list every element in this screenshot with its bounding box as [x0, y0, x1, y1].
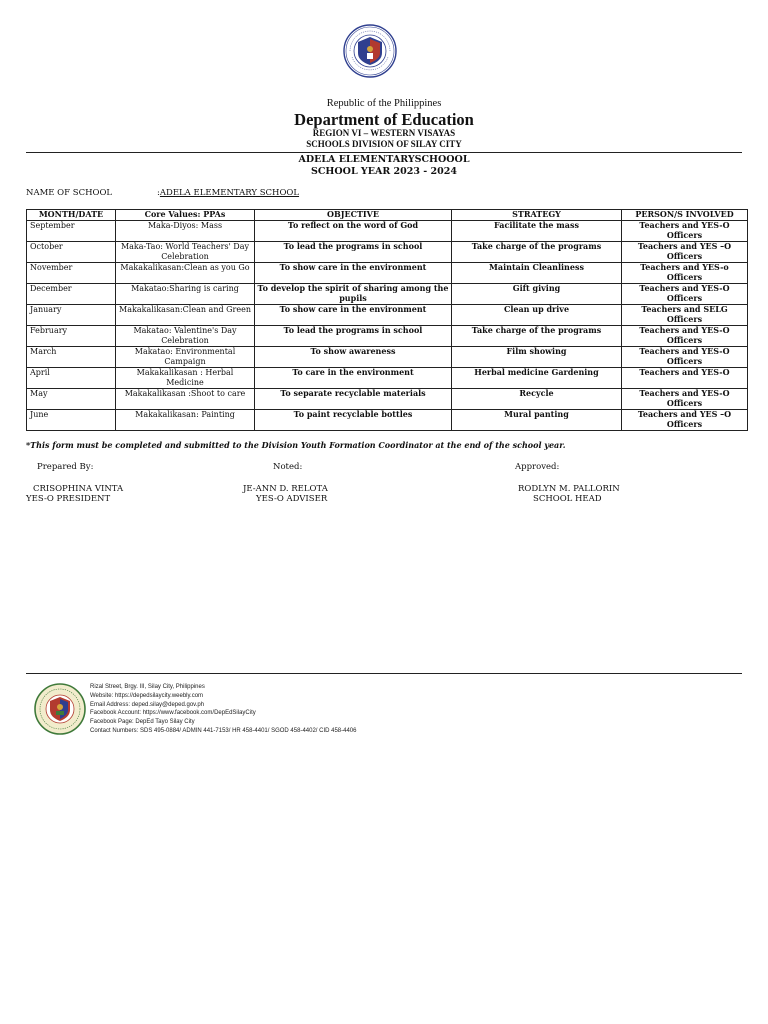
footer-contact-numbers: Contact Numbers: SDS 495-0884/ ADMIN 441-7153/ HR 458-4401/ SGOD 458-4402/ CID 458-4406 — [90, 727, 357, 734]
cell-persons: Teachers and YES –O Officers — [622, 410, 748, 431]
cell-objective: To lead the programs in school — [255, 242, 452, 263]
name-of-school-label: NAME OF SCHOOL — [26, 188, 113, 198]
footer-email: Email Address: deped.silay@deped.gov.ph — [90, 701, 205, 708]
cell-core-value: Maka-Tao: World Teachers' Day Celebration — [116, 242, 255, 263]
cell-strategy: Film showing — [452, 347, 622, 368]
cell-month: May — [27, 389, 116, 410]
cell-persons: Teachers and YES-O — [622, 368, 748, 389]
cell-objective: To lead the programs in school — [255, 326, 452, 347]
cell-strategy: Clean up drive — [452, 305, 622, 326]
header-persons: PERSON/S INVOLVED — [622, 210, 748, 221]
footer-divider — [26, 673, 742, 674]
noted-label: Noted: — [273, 462, 303, 472]
header-month: MONTH/DATE — [27, 210, 116, 221]
cell-objective: To paint recyclable bottles — [255, 410, 452, 431]
noted-name: JE-ANN D. RELOTA — [243, 484, 328, 494]
cell-objective: To reflect on the word of God — [255, 221, 452, 242]
cell-month: February — [27, 326, 116, 347]
cell-core-value: Makakalikasan :Shoot to care — [116, 389, 255, 410]
table-row — [27, 389, 748, 410]
footer-address: Rizal Street, Brgy. III, Silay City, Philippines — [90, 684, 205, 690]
footer-facebook-account: Facebook Account: https://www.facebook.com/DepEdSilayCity — [90, 710, 256, 717]
cell-objective: To show awareness — [255, 347, 452, 368]
footer-contact — [90, 683, 356, 736]
cell-core-value: Makatao: Environmental Campaign — [116, 347, 255, 368]
cell-objective: To show care in the environment — [255, 263, 452, 284]
deped-seal-icon — [343, 24, 397, 78]
cell-core-value: Maka-Diyos: Mass — [116, 221, 255, 242]
region-heading: REGION VI – WESTERN VISAYAS — [312, 128, 456, 138]
table-row — [27, 284, 748, 305]
table-row — [27, 368, 748, 389]
cell-month: October — [27, 242, 116, 263]
header-core-values: Core Values: PPAs — [116, 210, 255, 221]
cell-month: March — [27, 347, 116, 368]
header-objective: OBJECTIVE — [255, 210, 452, 221]
cell-core-value: Makakalikasan : Herbal Medicine — [116, 368, 255, 389]
table-row — [27, 221, 748, 242]
cell-objective: To show care in the environment — [255, 305, 452, 326]
republic-heading: Republic of the Philippines — [326, 98, 442, 109]
cell-persons: Teachers and YES –O Officers — [622, 242, 748, 263]
header-strategy: STRATEGY — [452, 210, 622, 221]
table-row — [27, 326, 748, 347]
prepared-by-label: Prepared By: — [37, 462, 94, 472]
cell-strategy: Take charge of the programs — [452, 326, 622, 347]
name-of-school-text: ADELA ELEMENTARY SCHOOL — [159, 188, 300, 198]
table-row — [27, 347, 748, 368]
table-row — [27, 242, 748, 263]
department-heading: Department of Education — [294, 110, 474, 129]
cell-persons: Teachers and YES-O Officers — [622, 326, 748, 347]
table-header-row — [27, 210, 748, 221]
submission-note: *This form must be completed and submitted to the Division Youth Formation Coordinator at the end of the school year. — [26, 440, 566, 450]
footer-website: Website: https://depedsilaycity.weebly.com — [90, 692, 204, 699]
cell-persons: Teachers and YES-O Officers — [622, 389, 748, 410]
noted-position: YES-O ADVISER — [256, 494, 328, 504]
table-row — [27, 305, 748, 326]
approved-label: Approved: — [515, 462, 560, 472]
school-title: ADELA ELEMENTARYSCHOOOL — [298, 154, 470, 165]
cell-core-value: Makatao: Valentine's Day Celebration — [116, 326, 255, 347]
cell-strategy: Recycle — [452, 389, 622, 410]
cell-strategy: Herbal medicine Gardening — [452, 368, 622, 389]
cell-strategy: Facilitate the mass — [452, 221, 622, 242]
table-row — [27, 263, 748, 284]
cell-objective: To develop the spirit of sharing among the pupils — [255, 284, 452, 305]
cell-month: January — [27, 305, 116, 326]
cell-core-value: Makakalikasan: Painting — [116, 410, 255, 431]
prepared-by-name: CRISOPHINA VINTA — [33, 484, 124, 494]
cell-strategy: Mural panting — [452, 410, 622, 431]
footer-facebook-page: Facebook Page: DepEd Tayo Silay City — [90, 719, 195, 726]
approved-name: RODLYN M. PALLORIN — [518, 484, 620, 494]
cell-month: April — [27, 368, 116, 389]
cell-persons: Teachers and YES-O Officers — [622, 347, 748, 368]
cell-objective: To care in the environment — [255, 368, 452, 389]
school-year: SCHOOL YEAR 2023 - 2024 — [311, 166, 457, 177]
cell-persons: Teachers and SELG Officers — [622, 305, 748, 326]
approved-position: SCHOOL HEAD — [533, 494, 602, 504]
name-of-school-prefix: : — [157, 188, 160, 198]
cell-strategy: Maintain Cleanliness — [452, 263, 622, 284]
header-divider — [26, 152, 742, 153]
cell-core-value: Makakalikasan:Clean and Green — [116, 305, 255, 326]
ppa-table — [26, 209, 748, 431]
cell-persons: Teachers and YES-o Officers — [622, 263, 748, 284]
cell-month: December — [27, 284, 116, 305]
prepared-by-position: YES-O PRESIDENT — [26, 494, 111, 504]
cell-month: November — [27, 263, 116, 284]
division-heading: SCHOOLS DIVISION OF SILAY CITY — [306, 139, 462, 149]
cell-persons: Teachers and YES-O Officers — [622, 221, 748, 242]
cell-objective: To separate recyclable materials — [255, 389, 452, 410]
cell-core-value: Makatao:Sharing is caring — [116, 284, 255, 305]
cell-core-value: Makakalikasan:Clean as you Go — [116, 263, 255, 284]
cell-strategy: Take charge of the programs — [452, 242, 622, 263]
cell-persons: Teachers and YES-O Officers — [622, 284, 748, 305]
cell-strategy: Gift giving — [452, 284, 622, 305]
cell-month: June — [27, 410, 116, 431]
cell-month: September — [27, 221, 116, 242]
name-of-school-value — [157, 188, 299, 198]
table-row — [27, 410, 748, 431]
silay-division-seal-icon — [34, 683, 86, 735]
